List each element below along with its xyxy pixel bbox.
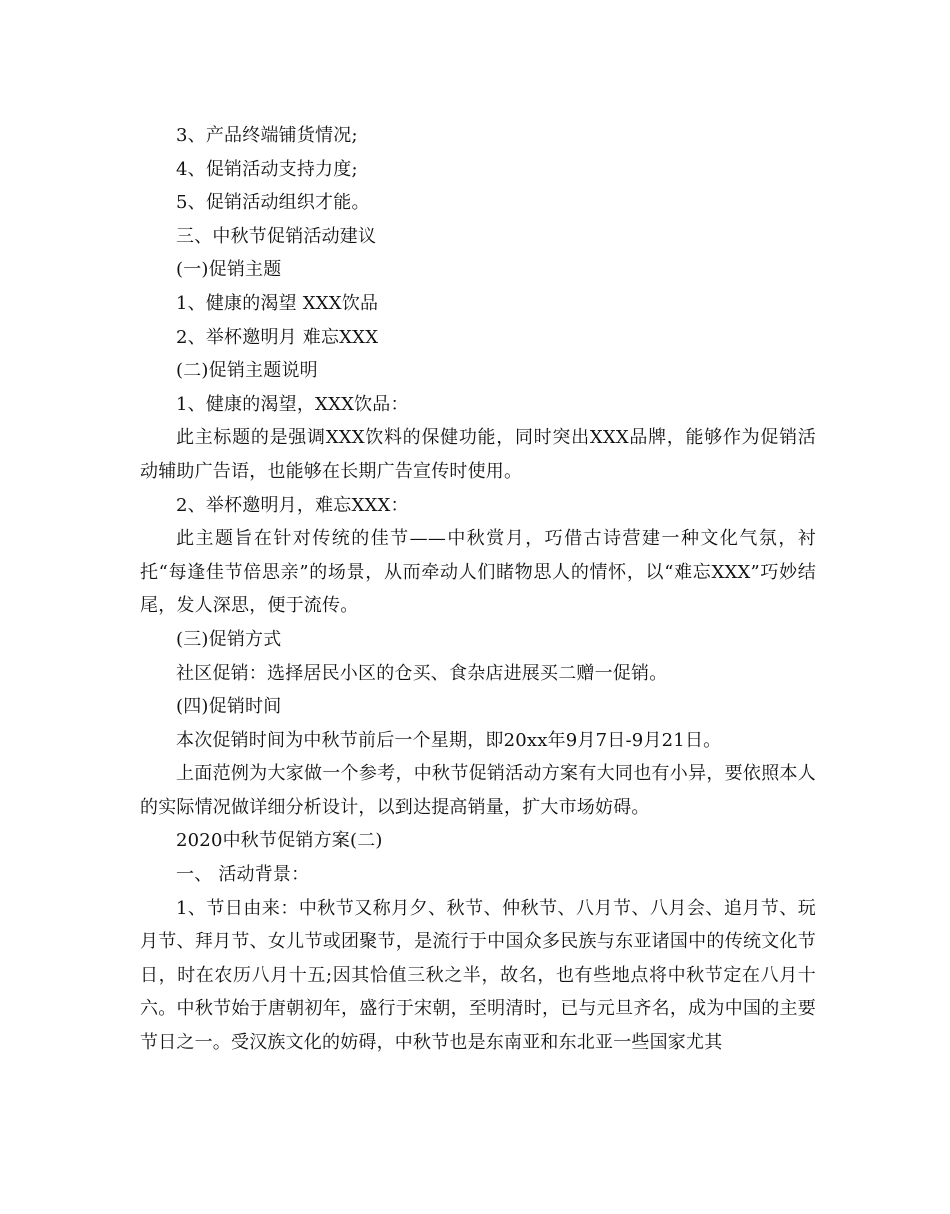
paragraph: 本次促销时间为中秋节前后一个星期，即20xx年9月7日-9月21日。 [176, 729, 722, 751]
paragraph: 社区促销：选择居民小区的仓买、食杂店进展买二赠一促销。 [176, 662, 668, 684]
paragraph: 上面范例为大家做一个参考，中秋节促销活动方案有大同也有小异，要依照本人的实际情况做详细分析设计，以到达提高销量，扩大市场妨碍。 [140, 763, 816, 818]
paragraph: 2、举杯邀明月，难忘XXX： [176, 494, 409, 516]
section-heading: 一、 活动背景： [176, 864, 310, 886]
paragraph: 3、产品终端铺货情况; [176, 125, 358, 146]
paragraph: 4、促销活动支持力度; [176, 158, 358, 180]
paragraph: 1、健康的渴望 XXX饮品 [176, 292, 379, 314]
subsection-heading: (二)促销主题说明 [176, 360, 318, 382]
paragraph: 此主题旨在针对传统的佳节——中秋赏月，巧借古诗营建一种文化气氛，衬托“每逢佳节倍思亲”的场景，从而牵动人们睹物思人的情怀，以“难忘XXX”巧妙结尾，发人深思，便于流传。 [140, 528, 816, 617]
subsection-heading: (一)促销主题 [176, 259, 282, 281]
subsection-heading: (四)促销时间 [176, 696, 282, 718]
document-body [140, 119, 816, 1060]
paragraph: 1、健康的渴望，XXX饮品： [176, 393, 409, 415]
paragraph: 5、促销活动组织才能。 [176, 192, 370, 214]
paragraph: 2、举杯邀明月 难忘XXX [176, 326, 379, 348]
section-heading: 三、中秋节促销活动建议 [176, 225, 377, 247]
paragraph: 1、节日由来：中秋节又称月夕、秋节、仲秋节、八月节、八月会、追月节、玩月节、拜月节、女儿节或团聚节，是流行于中国众多民族与东亚诸国中的传统文化节日，时在农历八月十五;因其恰值三秋之半，故名，也有些地点将中秋节定在八月十六。中秋节始于唐朝初年，盛行于宋朝，至明清时，已与元旦齐名，成为中国的主要节日之一。受汉族文化的妨碍，中秋节也是东南亚和东北亚一些国家尤其 [140, 897, 816, 1054]
paragraph: 此主标题的是强调XXX饮料的保健功能，同时突出XXX品牌，能够作为促销活动辅助广告语，也能够在长期广告宣传时使用。 [140, 427, 816, 482]
section-heading: 2020中秋节促销方案(二) [176, 830, 383, 852]
subsection-heading: (三)促销方式 [176, 628, 282, 650]
